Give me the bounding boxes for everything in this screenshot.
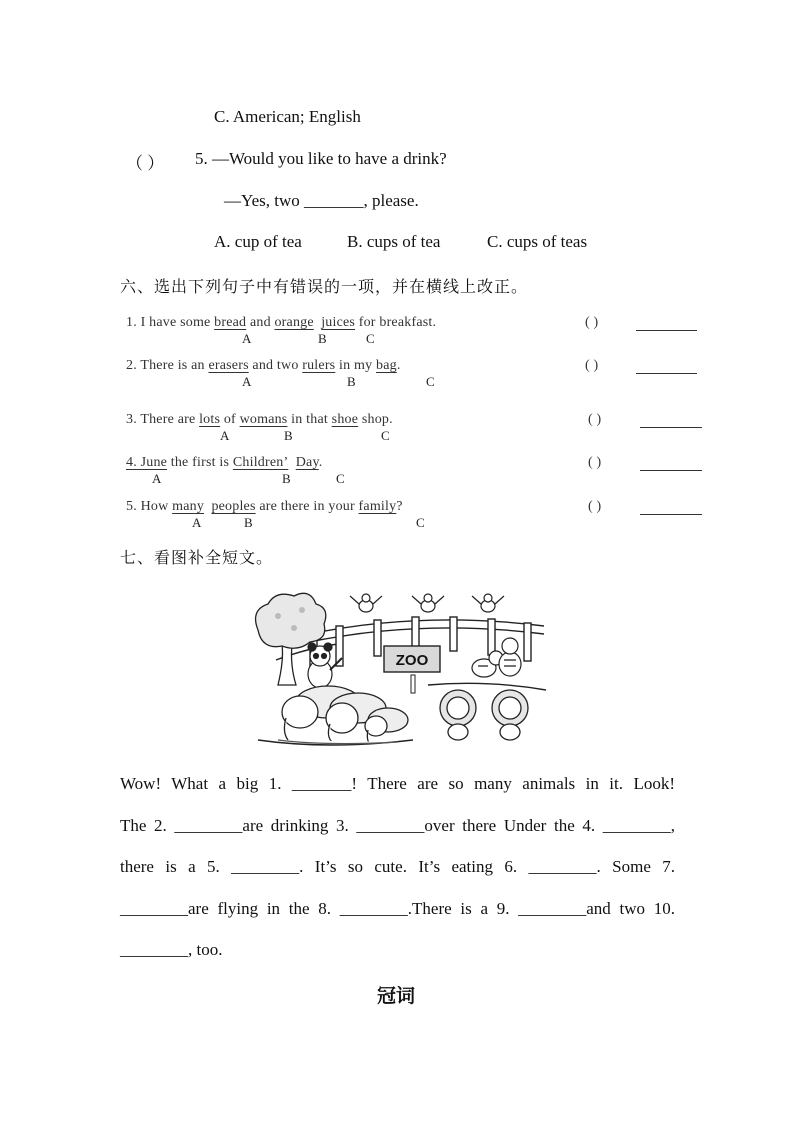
s4-option-a: 4. June (126, 455, 168, 470)
zoo-sign (384, 646, 440, 693)
s3-label-c: C (381, 428, 390, 443)
s1-label-b: B (318, 331, 327, 346)
s3-correction-blank[interactable] (640, 413, 702, 433)
s2-option-a: erasers (208, 358, 249, 373)
passage-line-1: Wow! What a big 1. _______! There are so many animals in it. Look! (120, 774, 675, 793)
s4-label-a: A (152, 471, 162, 486)
section6-title: 六、选出下列句子中有错误的一项，并在横线上改正。 (120, 277, 529, 296)
s5-label-a: A (192, 515, 202, 530)
s6-sentence-3: 3. There are lots of womans in that shoe shop. (126, 412, 393, 427)
s5-answer-paren: ( ) (588, 499, 602, 514)
s2-correction-blank[interactable] (636, 359, 697, 379)
s2-option-c: bag (376, 358, 397, 373)
s6-sentence-5: 5. How many peoples are there in your family? (126, 499, 403, 514)
passage-line-3: there is a 5. ________. It’s so cute. It’s eating 6. ________. Some 7. (120, 857, 675, 876)
section-heading-articles: 冠词 (377, 985, 416, 1007)
lions (440, 690, 528, 740)
s2-answer-paren: ( ) (585, 358, 599, 373)
s3-option-c: shoe (331, 412, 359, 427)
s1-option-b: orange (274, 315, 314, 330)
s4-label-c: C (336, 471, 345, 486)
s4-option-b: Children’ (232, 455, 289, 470)
birds (350, 594, 504, 612)
s3-label-b: B (284, 428, 293, 443)
passage-line-5: ________, too. (120, 940, 223, 959)
s3-option-b: womans (239, 412, 288, 427)
s1-option-c: juices (321, 315, 356, 330)
s1-label-c: C (366, 331, 375, 346)
s5-option-a: many (172, 499, 205, 514)
elephants (278, 686, 408, 744)
s5-option-c: family (358, 499, 397, 514)
zoo-sign-text: ZOO (395, 652, 429, 669)
q5-question: 5. —Would you like to have a drink? (195, 149, 447, 168)
passage-line-4: ________are flying in the 8. ________.There is a 9. ________and two 10. (120, 899, 675, 918)
s1-correction-blank[interactable] (636, 316, 697, 336)
q5-option-b: B. cups of tea (347, 232, 441, 251)
tigers (472, 638, 521, 677)
s1-label-a: A (242, 331, 252, 346)
s4-answer-paren: ( ) (588, 455, 602, 470)
s3-label-a: A (220, 428, 230, 443)
q4-option-c: C. American; English (214, 107, 361, 126)
s6-sentence-4: 4. June the first is Children’ Day. (126, 455, 323, 470)
s6-sentence-1: 1. I have some bread and orange juices for breakfast. (126, 315, 437, 330)
q5-option-c: C. cups of teas (487, 232, 588, 251)
s5-label-c: C (416, 515, 425, 530)
s6-sentence-2: 2. There is an erasers and two rulers in my bag. (126, 358, 401, 373)
s4-option-c: Day (295, 455, 319, 470)
s5-label-b: B (244, 515, 253, 530)
s4-label-b: B (282, 471, 291, 486)
q5-reply: —Yes, two _______, please. (224, 191, 419, 210)
s2-option-b: rulers (302, 358, 336, 373)
s3-option-a: lots (199, 412, 221, 427)
section7-title: 七、看图补全短文。 (120, 548, 274, 567)
s2-label-c: C (426, 374, 435, 389)
s5-option-b: peoples (211, 499, 256, 514)
zoo-illustration (248, 590, 548, 755)
s2-label-b: B (347, 374, 356, 389)
q5-answer-paren: （ ） (126, 154, 165, 173)
s1-option-a: bread (214, 315, 247, 330)
passage-line-2: The 2. ________are drinking 3. ________over there Under the 4. ________, (120, 816, 675, 835)
s3-answer-paren: ( ) (588, 412, 602, 427)
q5-option-a: A. cup of tea (214, 232, 302, 251)
s4-correction-blank[interactable] (640, 456, 702, 476)
s5-correction-blank[interactable] (640, 500, 702, 520)
s2-label-a: A (242, 374, 252, 389)
s1-answer-paren: ( ) (585, 315, 599, 330)
